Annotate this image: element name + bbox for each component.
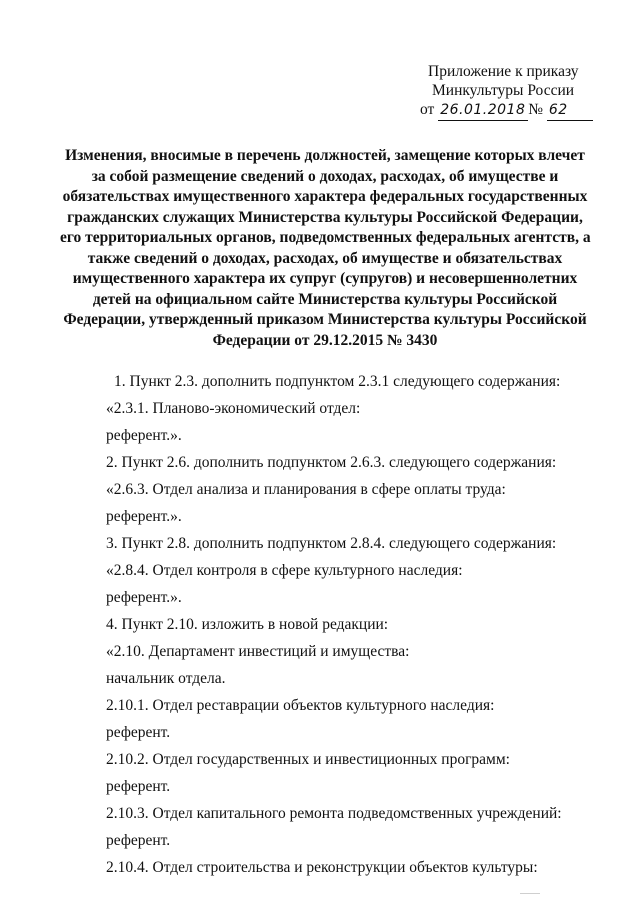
title-line: имущественного характера их супруг (супругов) и несовершеннолетних <box>72 270 578 287</box>
body-line: «2.10. Департамент инвестиций и имущества: <box>106 643 410 660</box>
title-line: его территориальных органов, подведомственных федеральных агентств, а <box>60 229 591 246</box>
body-line: референт. <box>106 724 171 741</box>
body-line: 1. Пункт 2.3. дополнить подпунктом 2.3.1 следующего содержания: <box>114 373 561 390</box>
title-line: обязательствах имущественного характера федеральных государственных <box>62 188 588 205</box>
title-line: Федерации от 29.12.2015 № 3430 <box>212 331 438 349</box>
handwritten-date: 26.01.2018 <box>438 101 528 121</box>
title-line: также сведений о доходах, расходах, об имуществе и обязательствах <box>87 249 563 267</box>
title-line: детей на официальном сайте Министерства культуры Российской <box>92 290 558 308</box>
approval-line-1: Приложение к приказу <box>428 63 579 80</box>
scan-edge-mark <box>520 893 540 900</box>
body-line: 2.10.1. Отдел реставрации объектов культурного наследия: <box>106 697 495 714</box>
document-body <box>106 372 606 885</box>
title-line: гражданских служащих Министерства культуры Российской Федерации, <box>67 208 583 226</box>
body-line: 2.10.2. Отдел государственных и инвестиционных программ: <box>106 751 510 768</box>
body-line: «2.3.1. Планово-экономический отдел: <box>106 400 361 417</box>
title-line: за собой размещение сведений о доходах, расходах, об имуществе и <box>91 167 559 185</box>
body-line: 4. Пункт 2.10. изложить в новой редакции: <box>106 616 389 633</box>
from-label: от <box>420 101 435 118</box>
body-line: 2.10.4. Отдел строительства и реконструкции объектов культуры: <box>106 859 538 876</box>
approval-line-2: Минкультуры России <box>432 82 575 99</box>
title-line: Федерации, утвержденный приказом Министерства культуры Российской <box>63 311 587 328</box>
body-line: референт.». <box>106 589 182 606</box>
body-line: 2.10.3. Отдел капитального ремонта подведомственных учреждений: <box>106 805 562 822</box>
number-label: № <box>528 101 543 118</box>
body-line: 2. Пункт 2.6. дополнить подпунктом 2.6.3. следующего содержания: <box>106 454 557 471</box>
body-line: начальник отдела. <box>106 670 226 687</box>
title-line: Изменения, вносимые в перечень должностей, замещение которых влечет <box>65 147 585 164</box>
body-line: «2.6.3. Отдел анализа и планирования в сфере оплаты труда: <box>106 481 506 498</box>
body-line: 3. Пункт 2.8. дополнить подпунктом 2.8.4. следующего содержания: <box>106 535 557 552</box>
body-line: референт.». <box>106 427 182 444</box>
body-line: референт. <box>106 832 171 849</box>
document-title <box>60 146 590 351</box>
body-line: референт.». <box>106 508 182 525</box>
body-line: «2.8.4. Отдел контроля в сфере культурного наследия: <box>106 562 463 579</box>
approval-stamp <box>420 62 610 121</box>
body-line: референт. <box>106 778 171 795</box>
approval-date-number-line <box>420 100 610 121</box>
handwritten-number: 62 <box>547 101 593 121</box>
